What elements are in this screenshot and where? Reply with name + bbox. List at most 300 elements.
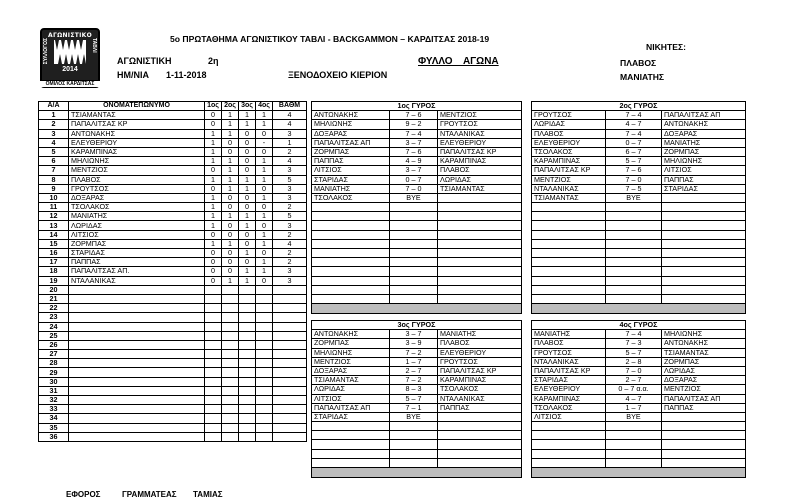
round1-result (205, 386, 222, 395)
player-a: ΝΤΑΛΑΝΙΚΑΣ (532, 184, 606, 193)
round2-result (222, 377, 239, 386)
round2-result: 0 (222, 249, 239, 258)
player-b (438, 412, 522, 421)
round4-result: 0 (256, 203, 273, 212)
round4-result (256, 386, 273, 395)
empty-row (312, 203, 522, 212)
player-number: 9 (39, 184, 69, 193)
player-a: ΛΩΡΙΔΑΣ (532, 120, 606, 129)
empty-cell (606, 294, 662, 303)
player-a: ΤΣΙΑΜΑΝΤΑΣ (532, 193, 606, 202)
round2-result: 1 (222, 239, 239, 248)
player-a: ΛΩΡΙΔΑΣ (312, 385, 390, 394)
player-number: 29 (39, 368, 69, 377)
player-number: 16 (39, 249, 69, 258)
round1-result (205, 322, 222, 331)
player-points (273, 405, 307, 414)
col-points-header: ΒΑΘΜ (273, 102, 307, 111)
player-number: 12 (39, 212, 69, 221)
round4-result (256, 331, 273, 340)
player-name: ΑΝΤΩΝΑΚΗΣ (69, 129, 205, 138)
player-name (69, 304, 205, 313)
player-row (39, 386, 307, 395)
round3-result: 0 (239, 129, 256, 138)
player-name (69, 377, 205, 386)
player-name: ΣΤΑΡΙΔΑΣ (69, 249, 205, 258)
players-table (38, 101, 307, 442)
match-row (532, 394, 746, 403)
round2-result (222, 359, 239, 368)
empty-cell (390, 203, 438, 212)
match-score: 8 – 3 (390, 385, 438, 394)
player-points: 2 (273, 249, 307, 258)
round1-result (205, 331, 222, 340)
round1-result (205, 377, 222, 386)
logo-left-text: ΣΥΛΛΟΓΟΣ (43, 38, 49, 65)
empty-cell (312, 267, 390, 276)
player-points: 2 (273, 258, 307, 267)
player-b: ΠΑΠΠΑΣ (438, 403, 522, 412)
round2-result (222, 304, 239, 313)
player-points (273, 432, 307, 441)
round4-result (256, 359, 273, 368)
player-b: ΜΗΛΙΩΝΗΣ (662, 157, 746, 166)
player-name (69, 396, 205, 405)
empty-cell (532, 294, 606, 303)
player-points (273, 423, 307, 432)
player-points: 5 (273, 175, 307, 184)
player-points (273, 304, 307, 313)
round-header-row (532, 102, 746, 111)
empty-cell (606, 431, 662, 440)
player-b: ΓΡΟΥΤΣΟΣ (438, 357, 522, 366)
round-label: ΑΓΩΝΙΣΤΙΚΗ (117, 56, 172, 66)
match-score: 1 – 7 (606, 403, 662, 412)
match-score: 4 – 7 (606, 120, 662, 129)
empty-cell (438, 267, 522, 276)
empty-cell (438, 212, 522, 221)
round4-result (256, 340, 273, 349)
round4-result: 0 (256, 276, 273, 285)
round3-result: 0 (239, 239, 256, 248)
round-4-table (531, 320, 746, 478)
match-score: 7 – 4 (606, 129, 662, 138)
player-name (69, 405, 205, 414)
player-name: ΠΑΠΠΑΣ (69, 258, 205, 267)
player-points: 2 (273, 230, 307, 239)
player-name: ΔΟΞΑΡΑΣ (69, 193, 205, 202)
player-number: 25 (39, 331, 69, 340)
match-score: 7 – 4 (606, 111, 662, 120)
round2-result (222, 313, 239, 322)
player-b: ΠΛΑΒΟΣ (438, 339, 522, 348)
round1-result: 0 (205, 166, 222, 175)
match-score: BYE (606, 193, 662, 202)
player-points (273, 331, 307, 340)
round-header-row (312, 321, 522, 330)
round1-result: 0 (205, 120, 222, 129)
player-a: ΑΝΤΩΝΑΚΗΣ (312, 111, 390, 120)
empty-row (312, 294, 522, 303)
round2-result: 0 (222, 147, 239, 156)
match-score: 1 – 7 (390, 357, 438, 366)
empty-row (312, 258, 522, 267)
round3-result (239, 368, 256, 377)
player-b: ΔΟΞΑΡΑΣ (662, 129, 746, 138)
round4-result: 1 (256, 193, 273, 202)
match-row (532, 376, 746, 385)
empty-cell (390, 294, 438, 303)
player-b: ΤΣΟΛΑΚΟΣ (438, 385, 522, 394)
shaded-separator (312, 304, 522, 314)
match-row (532, 385, 746, 394)
round4-result: - (256, 138, 273, 147)
round3-result: 0 (239, 203, 256, 212)
round3-result: 1 (239, 111, 256, 120)
empty-row (532, 458, 746, 467)
match-score: 3 – 9 (390, 339, 438, 348)
match-row (532, 111, 746, 120)
player-a: ΜΑΝΙΑΤΗΣ (312, 184, 390, 193)
player-a: ΣΤΑΡΙΔΑΣ (312, 175, 390, 184)
empty-cell (390, 422, 438, 431)
round1-result (205, 396, 222, 405)
player-row (39, 350, 307, 359)
player-b: ΔΟΞΑΡΑΣ (662, 376, 746, 385)
match-score: 7 – 2 (390, 376, 438, 385)
player-a: ΠΛΑΒΟΣ (532, 339, 606, 348)
logo-top-text: ΑΓΩΝΙΣΤΙΚΟ (48, 32, 92, 39)
empty-cell (312, 285, 390, 294)
round1-result: 1 (205, 203, 222, 212)
round1-result: 1 (205, 212, 222, 221)
col-round4-header: 4ος (256, 102, 273, 111)
player-number: 10 (39, 193, 69, 202)
player-points: 3 (273, 166, 307, 175)
player-b: ΜΑΝΙΑΤΗΣ (662, 138, 746, 147)
match-score: 3 – 7 (390, 166, 438, 175)
player-number: 6 (39, 157, 69, 166)
empty-row (532, 449, 746, 458)
empty-cell (390, 221, 438, 230)
player-name (69, 368, 205, 377)
player-a: ΚΑΡΑΜΠΙΝΑΣ (532, 157, 606, 166)
empty-cell (606, 203, 662, 212)
round2-result: 1 (222, 157, 239, 166)
round4-result (256, 294, 273, 303)
player-name (69, 350, 205, 359)
round3-result (239, 313, 256, 322)
player-points: 2 (273, 203, 307, 212)
round2-result (222, 340, 239, 349)
match-score: 7 – 1 (390, 403, 438, 412)
match-row (532, 403, 746, 412)
col-name-header: ΟΝΟΜΑΤΕΠΩΝΥΜΟ (69, 102, 205, 111)
match-score: 7 – 0 (606, 366, 662, 375)
match-score: BYE (390, 193, 438, 202)
empty-row (312, 285, 522, 294)
round2-result (222, 368, 239, 377)
empty-cell (606, 221, 662, 230)
match-row (532, 166, 746, 175)
player-b (662, 193, 746, 202)
player-row (39, 138, 307, 147)
player-row (39, 157, 307, 166)
empty-cell (390, 230, 438, 239)
empty-cell (532, 422, 606, 431)
match-score: 7 – 3 (606, 339, 662, 348)
empty-cell (532, 258, 606, 267)
match-row (312, 366, 522, 375)
player-name: ΖΟΡΜΠΑΣ (69, 239, 205, 248)
empty-cell (532, 276, 606, 285)
match-row (312, 357, 522, 366)
player-number: 26 (39, 340, 69, 349)
empty-cell (606, 440, 662, 449)
match-row (312, 157, 522, 166)
round3-result: 1 (239, 212, 256, 221)
player-a: ΓΡΟΥΤΣΟΣ (532, 111, 606, 120)
round4-result (256, 350, 273, 359)
shaded-separator (532, 304, 746, 314)
player-row (39, 203, 307, 212)
player-name: ΝΤΑΛΑΝΙΚΑΣ (69, 276, 205, 285)
round2-result (222, 294, 239, 303)
empty-cell (662, 285, 746, 294)
shaded-separator-row (532, 468, 746, 478)
footer-treasurer: ΤΑΜΙΑΣ (193, 490, 223, 499)
match-row (312, 403, 522, 412)
empty-cell (312, 440, 390, 449)
match-row (532, 138, 746, 147)
empty-cell (662, 422, 746, 431)
player-a: ΝΤΑΛΑΝΙΚΑΣ (532, 357, 606, 366)
round2-result (222, 396, 239, 405)
player-a: ΚΑΡΑΜΠΙΝΑΣ (532, 394, 606, 403)
empty-cell (532, 249, 606, 258)
shaded-separator-row (312, 304, 522, 314)
col-round3-header: 3ος (239, 102, 256, 111)
player-name: ΤΣΟΛΑΚΟΣ (69, 203, 205, 212)
player-points: 4 (273, 111, 307, 120)
empty-cell (662, 258, 746, 267)
round3-result (239, 359, 256, 368)
player-number: 22 (39, 304, 69, 313)
player-b: ΝΤΑΛΑΝΙΚΑΣ (438, 129, 522, 138)
empty-cell (390, 276, 438, 285)
player-points (273, 396, 307, 405)
player-row (39, 129, 307, 138)
match-row (532, 175, 746, 184)
empty-row (312, 458, 522, 467)
round2-result: 1 (222, 120, 239, 129)
round3-result: 1 (239, 276, 256, 285)
empty-cell (390, 458, 438, 467)
round2-result: 0 (222, 193, 239, 202)
player-name (69, 386, 205, 395)
winner-1: ΠΛΑΒΟΣ (620, 58, 657, 68)
empty-cell (532, 431, 606, 440)
player-number: 23 (39, 313, 69, 322)
round1-result: 0 (205, 111, 222, 120)
empty-cell (532, 203, 606, 212)
empty-row (532, 431, 746, 440)
empty-cell (606, 276, 662, 285)
player-b: ΜΗΛΙΩΝΗΣ (662, 330, 746, 339)
player-number: 33 (39, 405, 69, 414)
empty-cell (662, 212, 746, 221)
round3-result: 0 (239, 230, 256, 239)
empty-cell (312, 212, 390, 221)
player-row (39, 313, 307, 322)
round-header-row (532, 321, 746, 330)
round2-result (222, 405, 239, 414)
player-row (39, 405, 307, 414)
round3-result (239, 405, 256, 414)
empty-row (312, 267, 522, 276)
player-number: 7 (39, 166, 69, 175)
round4-result: 0 (256, 147, 273, 156)
player-row (39, 184, 307, 193)
round3-result: 1 (239, 221, 256, 230)
player-points: 3 (273, 129, 307, 138)
player-a: ΖΟΡΜΠΑΣ (312, 147, 390, 156)
player-row (39, 120, 307, 129)
empty-cell (532, 267, 606, 276)
round4-result: 1 (256, 166, 273, 175)
player-points: 1 (273, 138, 307, 147)
player-a: ΛΙΤΣΙΟΣ (312, 394, 390, 403)
match-row (532, 348, 746, 357)
empty-cell (312, 458, 390, 467)
match-score: 7 – 6 (390, 147, 438, 156)
player-points (273, 368, 307, 377)
round2-result: 0 (222, 221, 239, 230)
match-score: 2 – 7 (606, 376, 662, 385)
players-header-row (39, 102, 307, 111)
player-points: 3 (273, 276, 307, 285)
player-points (273, 377, 307, 386)
backgammon-board-icon (54, 40, 86, 64)
empty-cell (532, 230, 606, 239)
round2-result (222, 285, 239, 294)
match-row (532, 120, 746, 129)
round2-result: 1 (222, 129, 239, 138)
round1-result: 0 (205, 230, 222, 239)
player-a: ΛΙΤΣΙΟΣ (532, 412, 606, 421)
round3-result: 0 (239, 157, 256, 166)
player-b: ΤΣΙΑΜΑΝΤΑΣ (438, 184, 522, 193)
empty-cell (438, 203, 522, 212)
empty-row (532, 203, 746, 212)
player-b: ΠΑΠΑΛΙΤΣΑΣ ΑΠ (662, 111, 746, 120)
empty-cell (390, 249, 438, 258)
round4-result: 1 (256, 267, 273, 276)
empty-row (532, 212, 746, 221)
player-number: 35 (39, 423, 69, 432)
empty-row (532, 440, 746, 449)
player-name (69, 432, 205, 441)
player-b: ΑΝΤΩΝΑΚΗΣ (662, 120, 746, 129)
round-2-table (531, 101, 746, 314)
player-b: ΣΤΑΡΙΔΑΣ (662, 184, 746, 193)
player-number: 28 (39, 359, 69, 368)
player-number: 27 (39, 350, 69, 359)
col-round1-header: 1ος (205, 102, 222, 111)
empty-cell (606, 267, 662, 276)
empty-cell (438, 239, 522, 248)
player-number: 34 (39, 414, 69, 423)
sheet-title: ΦΥΛΛΟ ΑΓΩΝΑ (418, 56, 499, 67)
player-b: ΕΛΕΥΘΕΡΙΟΥ (438, 138, 522, 147)
empty-cell (438, 440, 522, 449)
round-title: 2ος ΓΥΡΟΣ (532, 102, 746, 111)
player-b: ΖΟΡΜΠΑΣ (662, 357, 746, 366)
empty-cell (662, 458, 746, 467)
round4-result (256, 405, 273, 414)
empty-cell (390, 440, 438, 449)
round3-result (239, 432, 256, 441)
match-row (312, 394, 522, 403)
player-row (39, 239, 307, 248)
player-number: 14 (39, 230, 69, 239)
match-row (532, 193, 746, 202)
empty-cell (312, 249, 390, 258)
shaded-separator (532, 468, 746, 478)
round3-result (239, 396, 256, 405)
round2-result (222, 350, 239, 359)
empty-cell (606, 458, 662, 467)
player-number: 21 (39, 294, 69, 303)
round2-result: 0 (222, 203, 239, 212)
empty-cell (438, 276, 522, 285)
winners-label: ΝΙΚΗΤΕΣ: (646, 42, 687, 52)
player-a: ΔΟΞΑΡΑΣ (312, 366, 390, 375)
match-row (532, 366, 746, 375)
player-row (39, 432, 307, 441)
match-row (532, 157, 746, 166)
empty-cell (438, 458, 522, 467)
player-row (39, 111, 307, 120)
empty-row (312, 422, 522, 431)
player-row (39, 294, 307, 303)
empty-cell (532, 212, 606, 221)
player-points: 4 (273, 120, 307, 129)
empty-row (532, 285, 746, 294)
round2-result: 0 (222, 258, 239, 267)
match-row (312, 412, 522, 421)
empty-cell (662, 294, 746, 303)
match-row (312, 120, 522, 129)
empty-cell (312, 294, 390, 303)
empty-cell (606, 249, 662, 258)
player-b: ΜΕΝΤΖΙΟΣ (662, 385, 746, 394)
round4-result: 0 (256, 184, 273, 193)
round1-result: 1 (205, 175, 222, 184)
player-row (39, 276, 307, 285)
match-score: 7 – 0 (606, 175, 662, 184)
empty-cell (662, 276, 746, 285)
player-name: ΕΛΕΥΘΕΡΙΟΥ (69, 138, 205, 147)
match-score: 9 – 2 (390, 120, 438, 129)
empty-cell (606, 449, 662, 458)
round1-result (205, 285, 222, 294)
player-b: ΚΑΡΑΜΠΙΝΑΣ (438, 157, 522, 166)
empty-cell (312, 422, 390, 431)
player-points: 4 (273, 239, 307, 248)
empty-cell (312, 203, 390, 212)
round3-result: 1 (239, 249, 256, 258)
